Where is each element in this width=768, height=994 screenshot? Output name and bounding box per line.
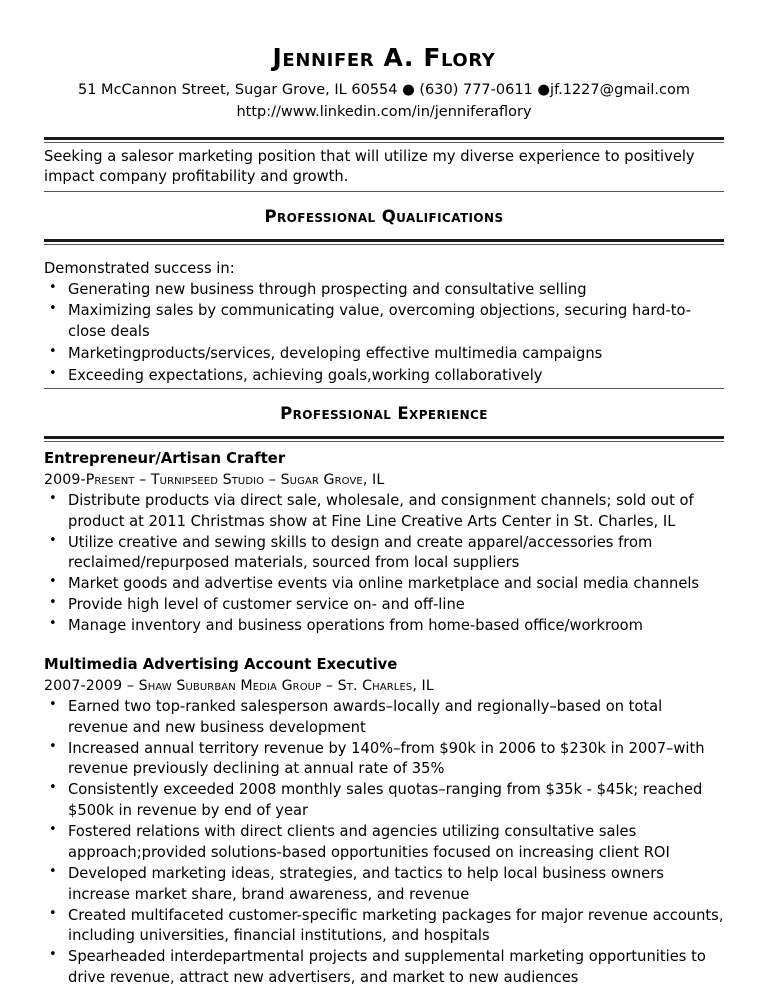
job-title: Multimedia Advertising Account Executive — [44, 655, 398, 673]
section-heading-qualifications: Professional Qualifications — [264, 207, 504, 227]
list-item: • Generating new business through prospecting and consultative selling — [44, 280, 724, 301]
contact-line: 51 McCannon Street, Sugar Grove, IL 60554 ● (630) 777-0611 ●jf.1227@gmail.com — [78, 81, 690, 98]
section-heading-experience: Professional Experience — [280, 403, 488, 423]
linkedin-url[interactable]: http://www.linkedin.com/in/jenniferaflory — [236, 103, 532, 120]
resume-header — [44, 44, 724, 123]
list-item: • Created multifaceted customer-specific marketing packages for major revenue accounts, including universities, financial institutions, and hospitals — [44, 906, 724, 948]
qualifications-lead: Demonstrated success in: — [44, 260, 235, 278]
job-meta: 2007-2009 – Shaw Suburban Media Group – St. Charles, IL — [44, 677, 434, 694]
job-spacer — [44, 637, 724, 649]
list-item: • Distribute products via direct sale, wholesale, and consignment channels; sold out of product at 2011 Christmas show at Fine Line Creative Arts Center in St. Charles, IL — [44, 491, 724, 533]
list-item: • Consistently exceeded 2008 monthly sales quotas–ranging from $35k - $45k; reached $500k in revenue by end of year — [44, 780, 724, 822]
list-item: • Spearheaded interdepartmental projects and supplemental marketing opportunities to drive revenue, attract new advertisers, and market to new audiences — [44, 947, 724, 989]
list-item: • Increased annual territory revenue by 140%–from $90k in 2006 to $230k in 2007–with revenue previously declining at annual rate of 35% — [44, 739, 724, 781]
job-entry — [44, 649, 724, 989]
list-item: • Manage inventory and business operations from home-based office/workroom — [44, 616, 724, 637]
list-item: • Maximizing sales by communicating value, overcoming objections, securing hard-to-close deals — [44, 301, 724, 343]
list-item: • Marketingproducts/services, developing effective multimedia campaigns — [44, 344, 724, 365]
objective-statement: Seeking a salesor marketing position that will utilize my diverse experience to positively impact company profitability and growth. — [44, 147, 695, 186]
qualifications-list — [44, 280, 724, 387]
list-item: • Earned two top-ranked salesperson awards–locally and regionally–based on total revenue and new business development — [44, 697, 724, 739]
job-title: Entrepreneur/Artisan Crafter — [44, 449, 286, 467]
job-responsibilities — [44, 491, 724, 637]
list-item: • Utilize creative and sewing skills to design and create apparel/accessories from reclaimed/repurposed materials, sourced from local suppliers — [44, 533, 724, 575]
candidate-name: Jennifer A. Flory — [272, 43, 496, 72]
header-spacer — [44, 123, 724, 137]
job-entry — [44, 442, 724, 637]
list-item: • Fostered relations with direct clients and agencies utilizing consultative sales approach;provided solutions-based opportunities focused on increasing client ROI — [44, 822, 724, 864]
rule-thick — [44, 137, 724, 140]
rule-thick — [44, 239, 724, 242]
rule-thick — [44, 436, 724, 439]
job-responsibilities — [44, 697, 724, 989]
list-item: • Provide high level of customer service on- and off-line — [44, 595, 724, 616]
list-item: • Exceeding expectations, achieving goals,working collaboratively — [44, 366, 724, 387]
list-item: • Developed marketing ideas, strategies, and tactics to help local business owners increase market share, brand awareness, and revenue — [44, 864, 724, 906]
job-meta: 2009-Present – Turnipseed Studio – Sugar Grove, IL — [44, 471, 385, 488]
list-item: • Market goods and advertise events via online marketplace and social media channels — [44, 574, 724, 595]
